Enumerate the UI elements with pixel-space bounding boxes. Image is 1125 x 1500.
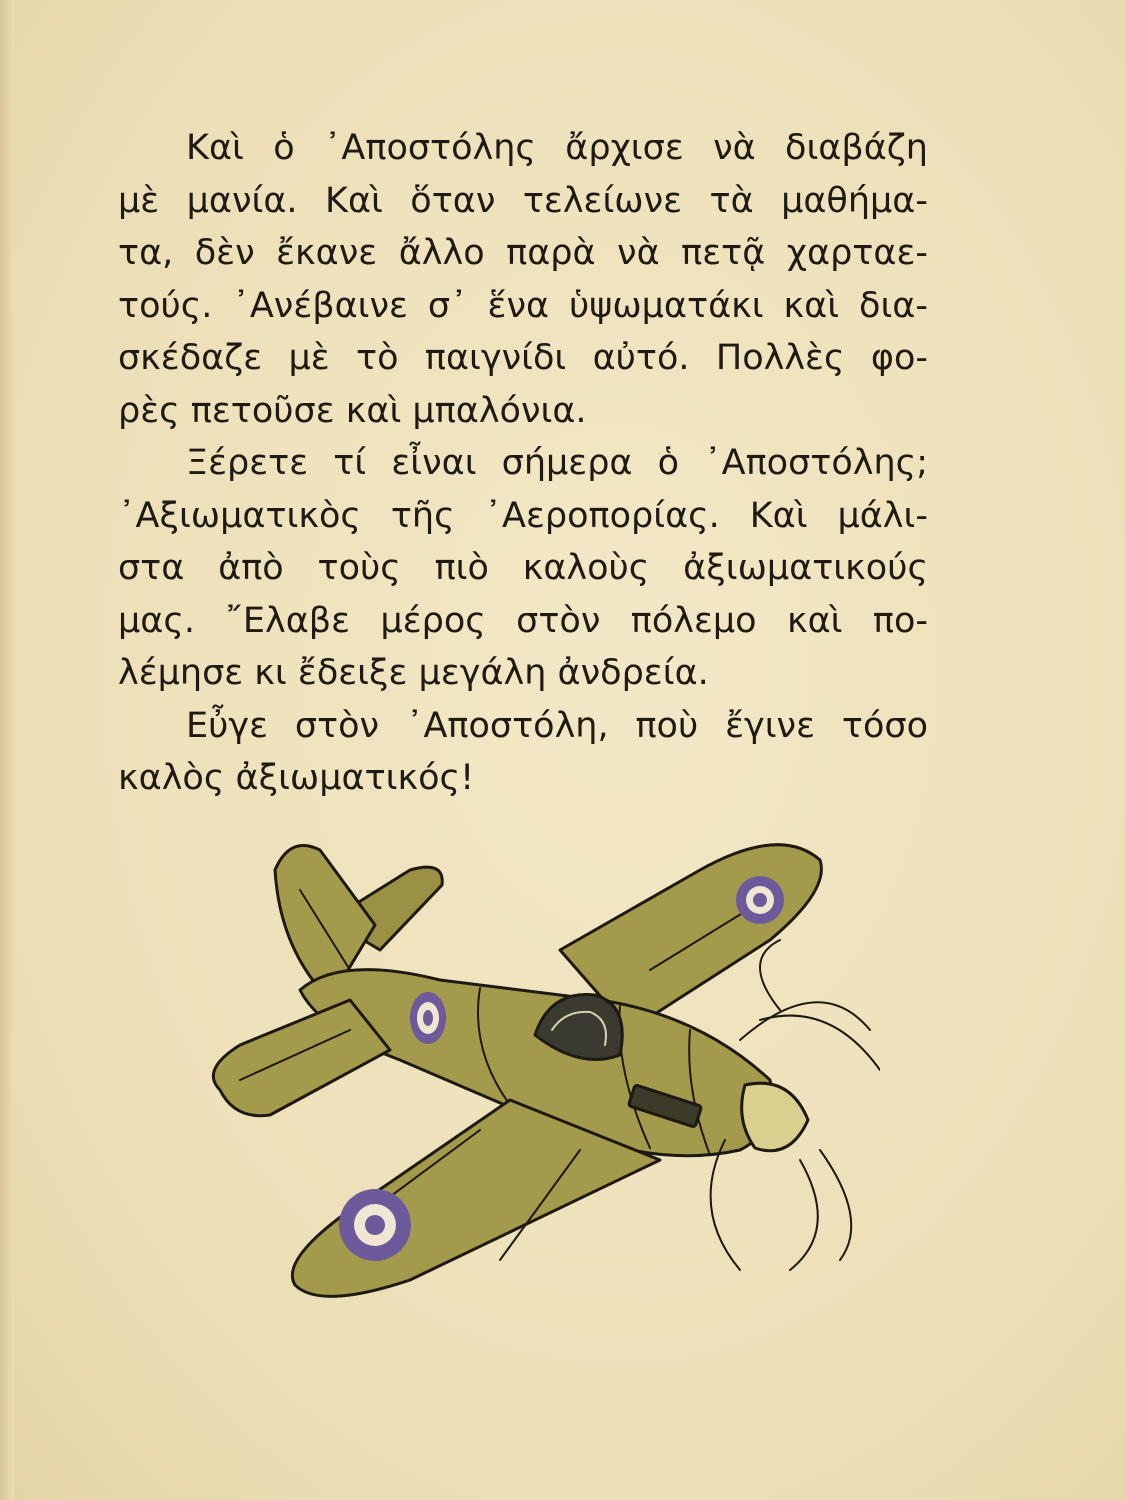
paragraph-2	[118, 437, 928, 700]
text-line: Καὶ ὁ ᾽Αποστόλης ἄρχισε νὰ διαβάζη	[186, 128, 928, 168]
paragraph-1	[118, 122, 928, 437]
text-line: Ξέρετε τί εἶναι σήμερα ὁ ᾽Αποστόλης;	[186, 443, 928, 483]
story-text	[118, 122, 928, 805]
text-line: τα, δὲν ἔκανε ἄλλο παρὰ νὰ πετᾷ χαρταε-	[118, 233, 928, 273]
text-line: Εὖγε στὸν ᾽Αποστόλη, ποὺ ἔγινε τόσο	[186, 705, 928, 746]
text-line: λέμησε κι ἔδειξε μεγάλη ἀνδρεία.	[118, 653, 709, 693]
lower-tailplane	[213, 1000, 390, 1116]
text-line: ρὲς πετοῦσε καὶ μπαλόνια.	[118, 390, 587, 431]
text-line: μας. ῎Ελαβε μέρος στὸν πόλεμο καὶ πο-	[118, 600, 928, 641]
text-line: καλὸς ἀξιωματικός!	[118, 758, 475, 798]
page-spine-shadow	[0, 0, 14, 1500]
roundel-lower-wing	[339, 1189, 411, 1261]
propeller-spinner	[742, 1083, 808, 1151]
text-line: σκέδαζε μὲ τὸ παιγνίδι αὐτό. Πολλὲς φο-	[118, 338, 928, 378]
text-line: στα ἀπὸ τοὺς πιὸ καλοὺς ἀξιωματικούς	[118, 548, 928, 588]
roundel-upper-wing	[736, 876, 784, 924]
airplane-illustration	[180, 830, 880, 1310]
paragraph-3	[118, 700, 928, 805]
roundel-fuselage	[410, 992, 446, 1044]
text-line: τούς. ᾽Ανέβαινε σ᾽ ἕνα ὑψωματάκι καὶ δια-	[118, 285, 928, 326]
text-line: μὲ μανία. Καὶ ὅταν τελείωνε τὰ μαθήμα-	[118, 180, 928, 221]
text-line: ᾽Αξιωματικὸς τῆς ᾽Αεροπορίας. Καὶ μάλι-	[118, 495, 928, 536]
